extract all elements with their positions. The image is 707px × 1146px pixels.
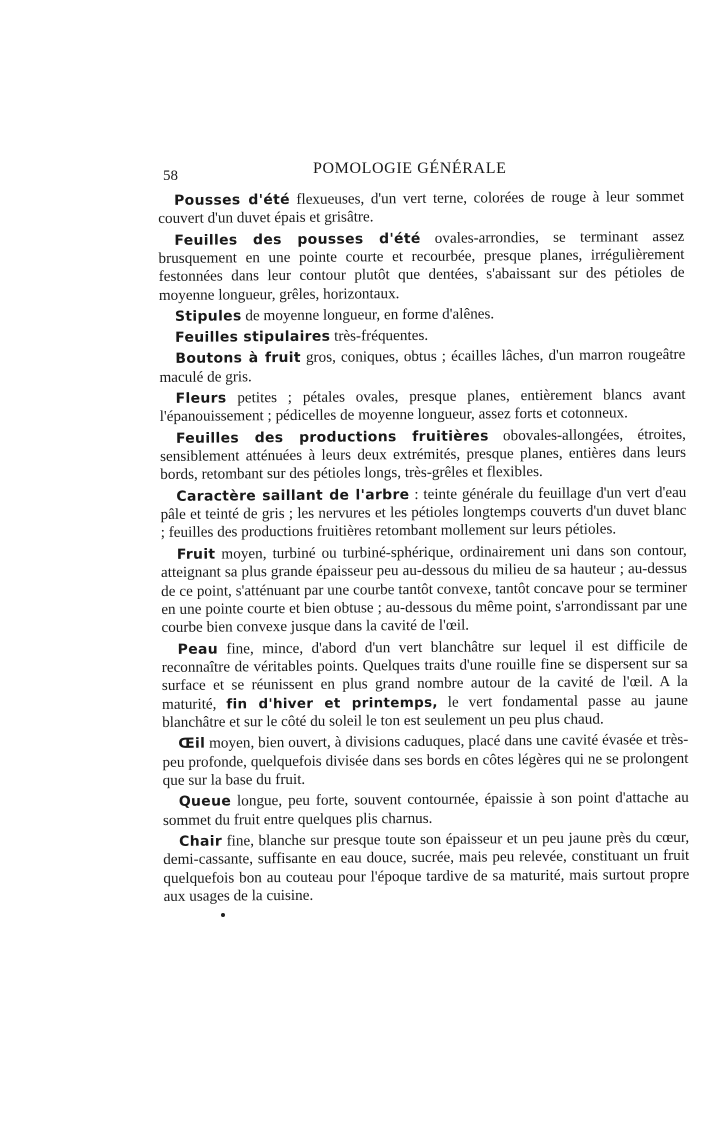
paragraph-text: fine, blanche sur presque toute son épaisseur et un peu jaune près du cœur, demi-cassante, suffisante en eau douce, sucrée, mais peu relevée, constituant un fruit quelquefois bon au couteau pour l'époque tardive de sa maturité, mais surtout propre aux usages de la cuisine.	[163, 828, 690, 906]
paragraph-text: flexueuses, d'un vert terne, colorées de rouge à leur sommet couvert d'un duvet épais et grisâtre.	[158, 187, 685, 228]
paragraph-peau	[162, 636, 689, 732]
running-title: POMOLOGIE GÉNÉRALE	[313, 160, 507, 177]
term: Feuilles des pousses d'été	[174, 230, 421, 249]
term: Œil	[178, 735, 206, 753]
paragraph-oeil	[162, 731, 688, 790]
paragraph-text-after: le vert fondamental passe au jaune blanchâtre et sur le côté du soleil le ton est seulement un peu plus chaud.	[162, 691, 689, 732]
paragraph-fleurs	[160, 386, 686, 427]
term: Boutons à fruit	[175, 350, 301, 368]
term: Fruit	[176, 546, 216, 563]
term: Fleurs	[175, 390, 227, 407]
term: Pousses d'été	[174, 191, 290, 209]
page-header	[163, 160, 683, 184]
term: Queue	[178, 793, 232, 811]
paragraph-pousses	[158, 188, 684, 229]
paragraph-caractere	[160, 484, 686, 543]
paragraph-text: petites ; pétales ovales, presque planes, entièrement blancs avant l'épanouissement ; pédicelles de moyenne longueur, assez forts et cotonneux.	[159, 385, 686, 426]
term: Chair	[179, 833, 223, 850]
term: Feuilles stipulaires	[175, 328, 331, 347]
term: Peau	[177, 641, 219, 658]
paragraph-text: : teinte générale du feuillage d'un vert d'eau pâle et teinté de gris ; les nervures et les pétioles longtemps couverts d'un duvet blanc ; feuilles des productions fruitières retombant mollement sur leurs pétioles.	[160, 483, 687, 542]
paragraph-text: gros, coniques, obtus ; écailles lâches, d'un marron rougeâtre maculé de gris.	[159, 346, 686, 386]
paragraph-stipules	[159, 304, 685, 327]
paragraph-text: moyen, bien ouvert, à divisions caduques, placé dans une cavité évasée et très-peu profonde, quelquefois divisée dans ses bords en côtes légères qui ne se prolongent que sur la base du fruit.	[162, 731, 689, 790]
term: Caractère saillant de l'arbre	[176, 486, 410, 505]
paragraph-text: ovales-arrondies, se terminant assez brusquement en une pointe courte et recourbée, presque planes, irrégulièrement festonnées dans leur contour plutôt que dentées, s'abaissant sur des pétioles de moyenne longueur, grêles, horizontaux.	[158, 227, 685, 304]
term: Stipules	[174, 308, 242, 325]
paragraph-boutons	[159, 346, 685, 387]
paragraph-chair	[163, 829, 690, 907]
term: Feuilles des productions fruitières	[175, 428, 489, 447]
paragraph-text: moyen, turbiné ou turbiné-sphérique, ordinairement uni dans son contour, atteignant sa plus grande épaisseur peu au-dessous du milieu de sa hauteur ; au-dessus de ce point, s'atténuant par une courbe tantôt convexe, tantôt concave pour se terminer en une pointe courte et bien obtuse ; au-dessous du même point, s'arrondissant par une courbe bien convexe jusque dans la cavité de l'œil.	[160, 541, 688, 637]
paragraph-text: fine, mince, d'abord d'un vert blanchâtre sur lequel il est difficile de reconnaître de véritables points. Quelques traits d'une rouille fine se dispersent sur sa surface et se réunissent en plus grand nombre autour de la cavité de l'œil. A la maturité,	[161, 636, 688, 713]
ink-speck	[221, 913, 225, 917]
paragraph-fruit	[161, 542, 688, 638]
paragraph-feuilles-pousses	[158, 227, 685, 305]
paragraph-text: longue, peu forte, souvent contournée, épaissie à son point d'attache au sommet du fruit entre quelques plis charnus.	[162, 789, 689, 829]
paragraph-text: très-fréquentes.	[330, 327, 429, 345]
page-number: 58	[163, 168, 178, 184]
paragraph-feuilles-productions	[160, 426, 686, 485]
paragraph-queue	[163, 789, 689, 830]
maturity-season: fin d'hiver et printemps,	[226, 694, 438, 713]
paragraph-text: obovales-allongées, étroites, sensiblement atténuées à leurs deux extrémités, presque planes, entières dans leurs bords, retombant sur des pétioles longs, très-grêles et flexibles.	[160, 425, 687, 484]
paragraph-feuilles-stipulaires	[159, 325, 685, 348]
paragraph-text: de moyenne longueur, en forme d'alênes.	[241, 305, 495, 325]
page-body	[158, 188, 690, 909]
